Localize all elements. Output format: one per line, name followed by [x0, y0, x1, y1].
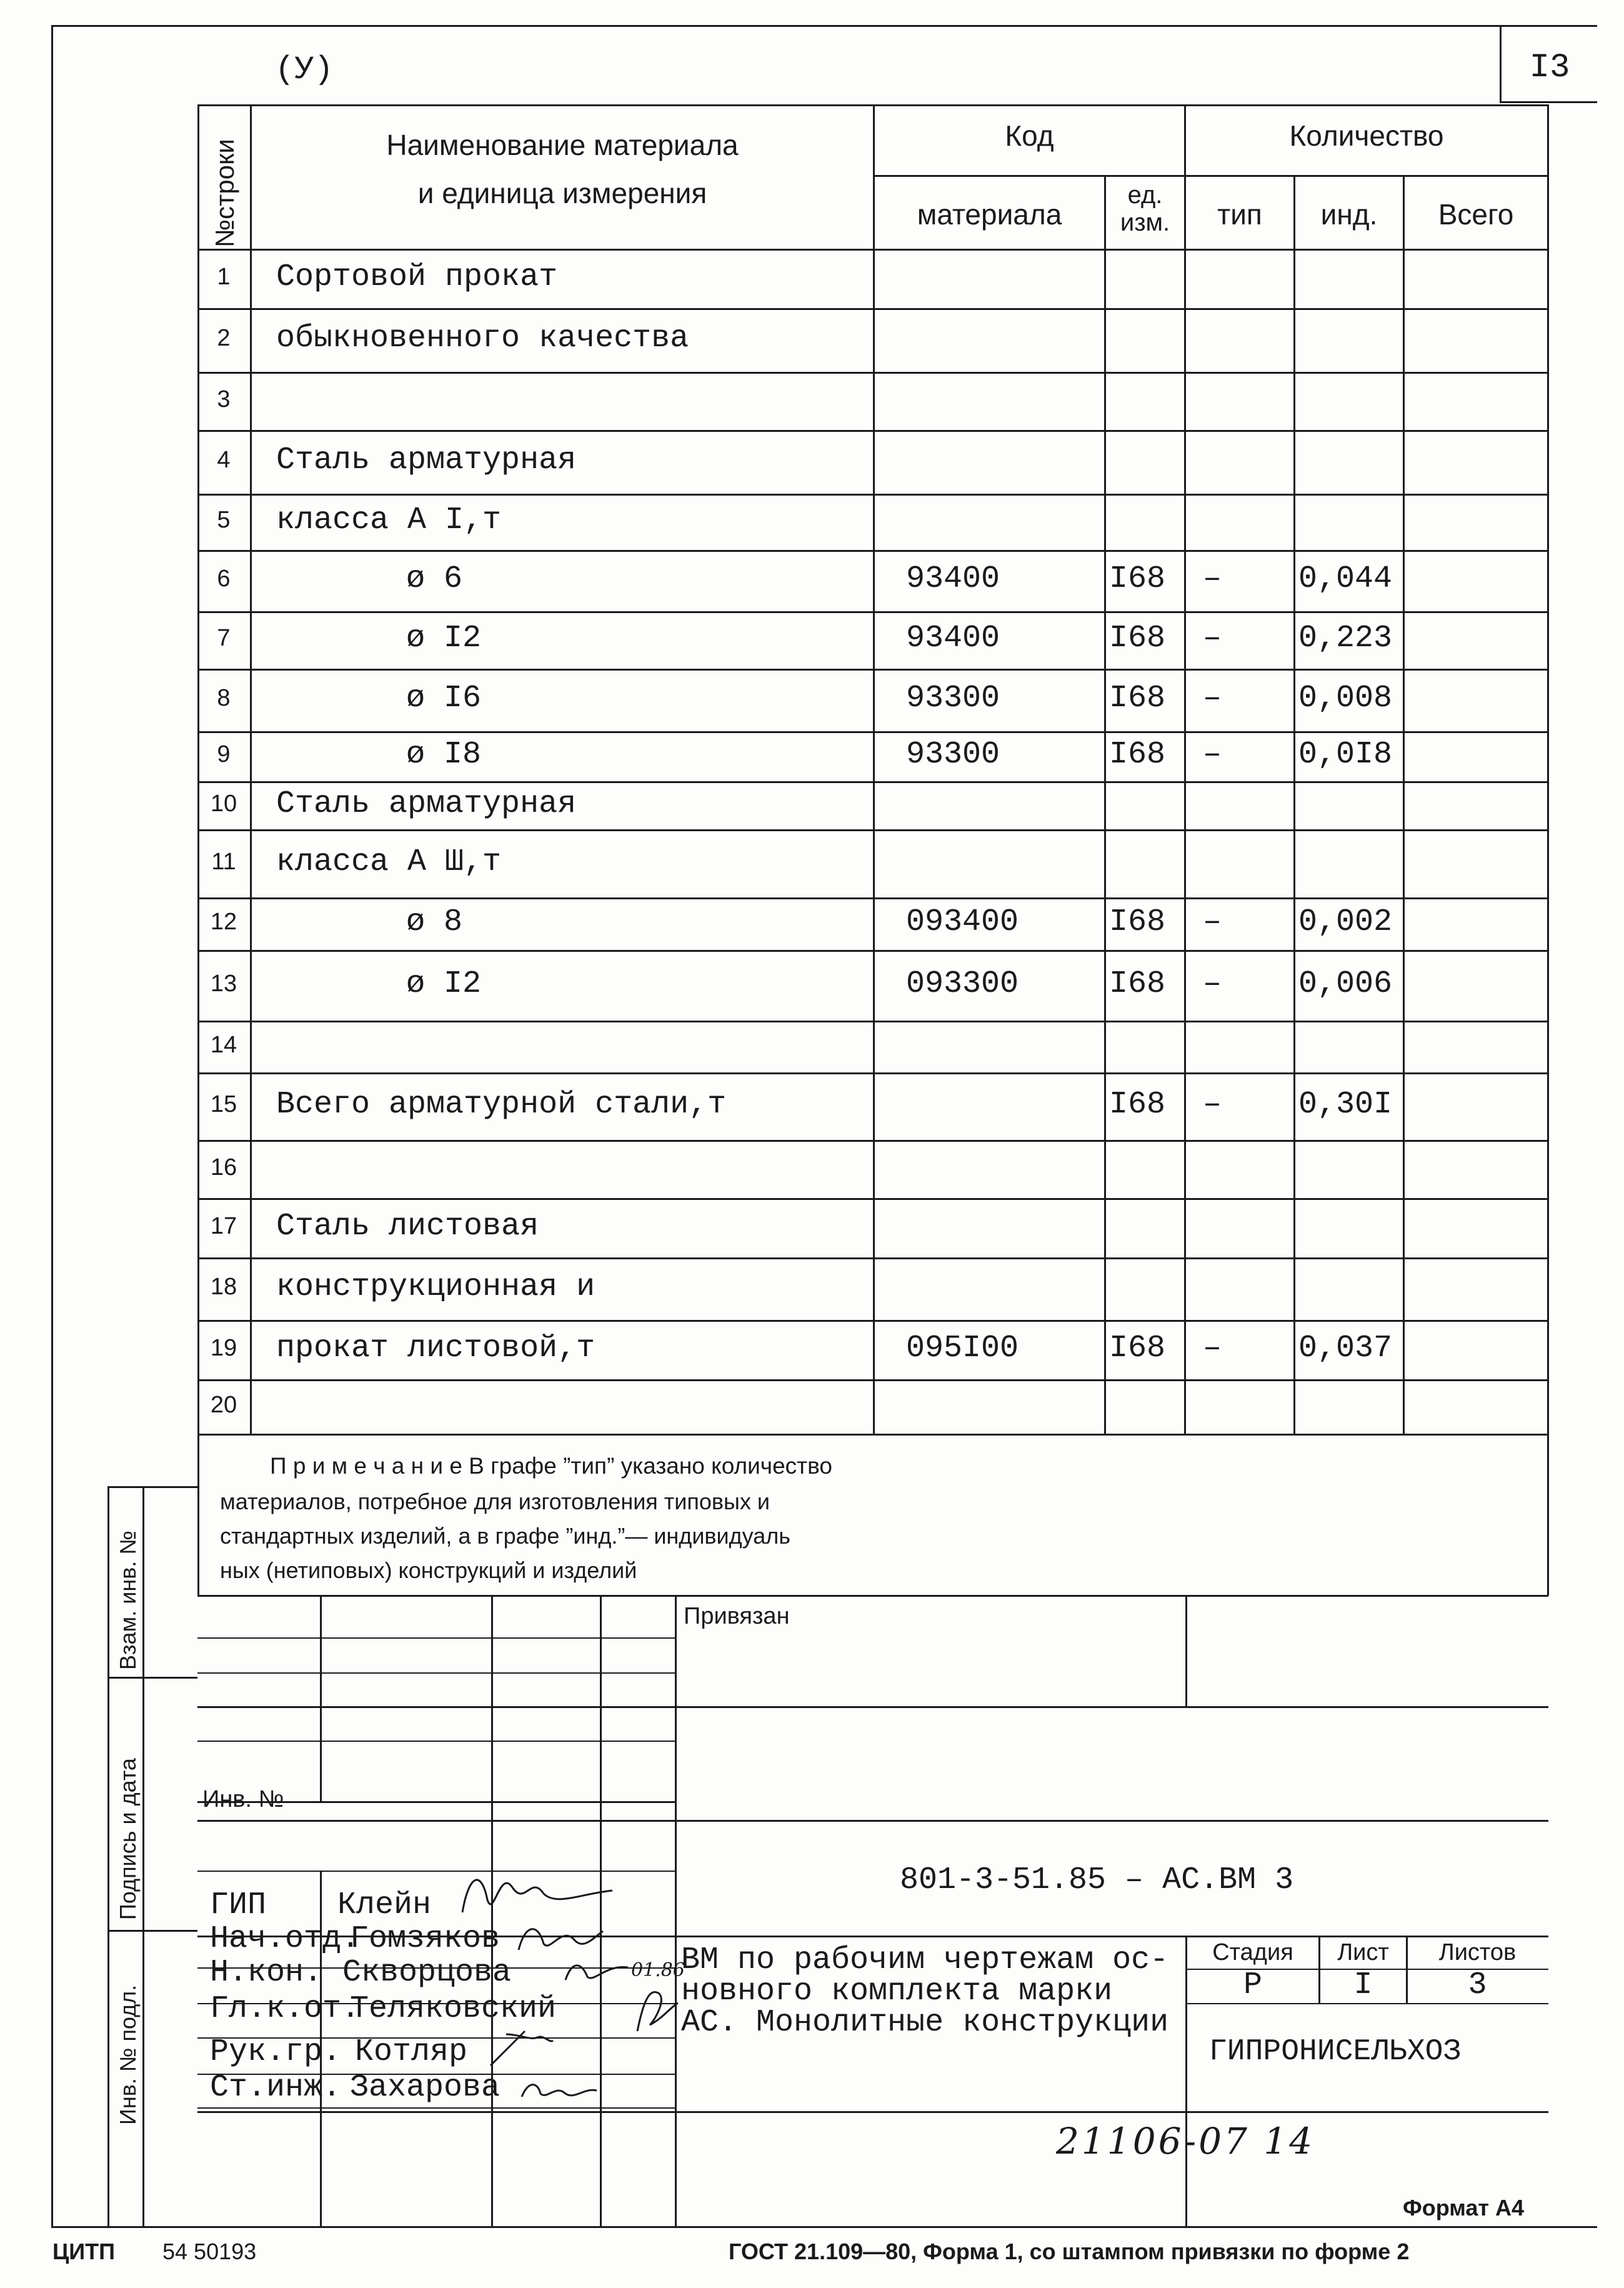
footer-code: 54 50193 [162, 2239, 257, 2264]
row-number: 8 [217, 685, 231, 712]
doc-title-line1: ВМ по рабочим чертежам ос- [681, 1942, 1169, 1978]
role-nach-otd: Нач.отд. [210, 1921, 361, 1957]
stamp-row-6 [197, 1820, 1548, 1822]
row-code: 93300 [906, 737, 1000, 772]
col-line-ind [1293, 175, 1295, 1434]
row-ind: 0,223 [1298, 621, 1393, 656]
signature-kotlyar [487, 2028, 556, 2069]
row-separator [197, 372, 1548, 374]
row-number: 18 [210, 1274, 237, 1301]
row-unit: I68 [1109, 1087, 1166, 1122]
side-label-inv-podl: Инв. № подл. [115, 1984, 141, 2125]
sheet-letter: (У) [275, 51, 334, 88]
row-name: класса А Ш,т [276, 844, 502, 880]
sheet-value: I [1353, 1967, 1373, 2003]
sheets-label: Листов [1438, 1939, 1517, 1966]
handwritten-number: 21106-07 14 [1056, 2120, 1315, 2162]
row-name: Сталь арматурная [276, 786, 577, 822]
row-separator [197, 669, 1548, 671]
row-type: – [1203, 1087, 1222, 1122]
side-label-vzam: Взам. инв. № [115, 1530, 141, 1670]
col-line-qty [1184, 104, 1186, 1434]
note-line-3: стандартных изделий, а в графе ”инд.”— индивидуаль [220, 1523, 791, 1549]
stamp-row-4 [197, 1741, 675, 1742]
header-name-line1: Наименование материала [386, 129, 739, 161]
note-line-2: материалов, потребное для изготовления типовых и [220, 1489, 770, 1514]
row-separator [197, 1021, 1548, 1022]
signature-klein [456, 1862, 619, 1919]
doc-title-line3: АС. Монолитные конструкции [681, 2005, 1169, 2041]
stamp-row-10 [1185, 2003, 1548, 2004]
role-st-inzh: Ст.инж. [210, 2070, 342, 2106]
row-name: ø 6 [406, 561, 463, 597]
row-number: 13 [210, 970, 237, 997]
header-mid-line [873, 175, 1548, 177]
row-name: ø 8 [406, 904, 463, 940]
row-code: 93400 [906, 621, 1000, 656]
row-number: 3 [217, 386, 231, 412]
frame-left-border [51, 25, 53, 2228]
row-type: – [1203, 1330, 1222, 1366]
table-right-line [1547, 104, 1549, 1596]
row-number: 4 [217, 447, 231, 474]
header-qty-type: тип [1217, 198, 1262, 231]
page-number: I3 [1529, 49, 1570, 87]
stamp-privyazan: Привязан [684, 1603, 790, 1629]
row-unit: I68 [1109, 621, 1166, 656]
sheets-value: 3 [1468, 1967, 1487, 2003]
footer-gost: ГОСТ 21.109—80, Форма 1, со штампом привязки по форме 2 [729, 2239, 1410, 2264]
row-code: 93300 [906, 681, 1000, 716]
row-separator [197, 1198, 1548, 1200]
row-separator [197, 494, 1548, 496]
row-name: конструкционная и [276, 1269, 595, 1305]
organization: ГИПРОНИСЕЛЬХОЗ [1209, 2035, 1462, 2069]
row-number: 19 [210, 1334, 237, 1361]
side-strip-sep-2 [107, 1930, 197, 1932]
stamp-col-a [320, 1595, 322, 1803]
row-number: 17 [210, 1212, 237, 1239]
header-code-unit: ед. изм. [1120, 181, 1170, 236]
row-ind: 0,002 [1298, 904, 1393, 940]
signature-gomzyakov [512, 1919, 606, 1956]
row-separator [197, 1140, 1548, 1142]
row-separator [197, 308, 1548, 310]
header-qty-total: Всего [1438, 198, 1514, 231]
row-unit: I68 [1109, 681, 1166, 716]
col-line-unit [1104, 175, 1106, 1434]
row-separator [197, 430, 1548, 432]
row-name: ø I2 [406, 966, 482, 1002]
row-code: 93400 [906, 561, 1000, 597]
row-ind: 0,037 [1298, 1330, 1393, 1366]
row-name: Сортовой прокат [276, 259, 558, 295]
name-ruk-gr: Котляр [355, 2034, 468, 2070]
header-code: Код [1005, 119, 1054, 152]
row-name: Всего арматурной стали,т [276, 1087, 727, 1122]
side-strip-left [107, 1486, 109, 2228]
row-unit: I68 [1109, 966, 1166, 1002]
name-nach-otd: Гомзяков [350, 1921, 501, 1957]
row-code: 095I00 [906, 1330, 1019, 1366]
row-separator [197, 1072, 1548, 1074]
name-n-kon: Скворцова [342, 1955, 512, 1991]
row-number: 1 [217, 263, 231, 290]
row-unit: I68 [1109, 904, 1166, 940]
row-ind: 0,008 [1298, 681, 1393, 716]
row-separator [197, 611, 1548, 613]
frame-bottom-border [51, 2226, 1597, 2228]
row-name: ø I8 [406, 737, 482, 772]
stamp-col-e [1185, 1595, 1187, 1707]
name-st-inzh: Захарова [350, 2070, 501, 2106]
sheet-label: Лист [1337, 1939, 1389, 1966]
row-name: ø I2 [406, 621, 482, 656]
row-separator [197, 731, 1548, 733]
col-line-code [873, 104, 875, 1434]
col-line-total [1403, 175, 1405, 1434]
header-row-no: №строки [210, 139, 239, 247]
footer-left: ЦИТП [52, 2239, 116, 2264]
signature-skvortsova [562, 1955, 631, 1986]
row-number: 7 [217, 625, 231, 652]
col-line-name [250, 104, 252, 1434]
row-type: – [1203, 681, 1222, 716]
row-type: – [1203, 737, 1222, 772]
row-separator [197, 1257, 1548, 1259]
stage-value: Р [1243, 1967, 1262, 2003]
row-name: ø I6 [406, 681, 482, 716]
row-separator [197, 781, 1548, 783]
row-separator [197, 1320, 1548, 1322]
row-number: 11 [211, 848, 236, 875]
row-name: Сталь листовая [276, 1208, 539, 1244]
row-number: 16 [210, 1154, 237, 1181]
row-number: 9 [217, 741, 231, 768]
row-number: 5 [217, 507, 231, 534]
row-number: 14 [210, 1031, 237, 1058]
row-separator [197, 897, 1548, 899]
row-number: 15 [210, 1091, 237, 1118]
row-unit: I68 [1109, 737, 1166, 772]
row-name: Сталь арматурная [276, 442, 577, 478]
header-qty-ind: инд. [1320, 198, 1378, 231]
row-ind: 0,0I8 [1298, 737, 1393, 772]
stamp-top-line [197, 1595, 1548, 1597]
stamp-col-d [675, 1595, 677, 2228]
stamp-date-handwritten: 01.86 [631, 1959, 685, 1981]
row-name: обыкновенного качества [276, 321, 689, 356]
row-name: прокат листовой,т [276, 1330, 595, 1366]
table-bottom-line [197, 1434, 1548, 1436]
side-strip-sep-1 [107, 1677, 197, 1679]
note-line-1: П р и м е ч а н и е В графе ”тип” указано количество [270, 1453, 832, 1479]
role-n-kon: Н.кон. [210, 1955, 323, 1991]
row-number: 20 [210, 1391, 237, 1418]
stamp-inv-no: Инв. № [202, 1786, 284, 1812]
row-separator [197, 1379, 1548, 1381]
row-code: 093400 [906, 904, 1019, 940]
header-name-line2: и единица измерения [417, 177, 707, 209]
name-gip: Клейн [337, 1887, 432, 1923]
stamp-row-8 [675, 1936, 1548, 1937]
role-gl-k-ot: Гл.к.от. [210, 1991, 361, 2027]
row-separator [197, 550, 1548, 552]
stamp-row-3 [197, 1706, 1548, 1708]
signature-zakharova [519, 2075, 600, 2103]
row-type: – [1203, 621, 1222, 656]
header-quantity: Количество [1289, 119, 1444, 152]
frame-top-border [51, 25, 1597, 27]
stamp-row-1 [197, 1637, 675, 1639]
doc-title-line2: новного комплекта марки [681, 1974, 1113, 2009]
note-line-4: ных (нетиповых) конструкций и изделий [220, 1557, 637, 1583]
side-strip-top [107, 1486, 197, 1488]
header-code-material: материала [917, 198, 1062, 231]
row-separator [197, 950, 1548, 952]
stamp-bottom-line [197, 2111, 1548, 2113]
row-code: 093300 [906, 966, 1019, 1002]
stamp-row-16 [197, 2107, 675, 2109]
row-ind: 0,006 [1298, 966, 1393, 1002]
row-ind: 0,044 [1298, 561, 1393, 597]
row-ind: 0,30I [1298, 1087, 1393, 1122]
side-strip-divider [142, 1486, 144, 2228]
row-type: – [1203, 966, 1222, 1002]
page-number-box-left [1500, 25, 1502, 103]
row-number: 12 [210, 909, 237, 936]
row-unit: I68 [1109, 561, 1166, 597]
row-unit: I68 [1109, 1330, 1166, 1366]
stamp-row-2 [197, 1672, 675, 1674]
signature-telyakovsky [631, 1981, 681, 2037]
side-label-podpis: Подпись и дата [115, 1758, 141, 1920]
role-ruk-gr: Рук.гр. [210, 2034, 342, 2070]
row-number: 10 [210, 790, 237, 817]
row-separator [197, 829, 1548, 831]
row-name: класса А I,т [276, 502, 502, 538]
row-number: 6 [217, 566, 231, 592]
row-type: – [1203, 904, 1222, 940]
page-number-box-bottom [1500, 101, 1597, 103]
row-type: – [1203, 561, 1222, 597]
role-gip: ГИП [210, 1887, 267, 1923]
format-label: Формат А4 [1403, 2195, 1525, 2221]
stage-label: Стадия [1212, 1939, 1293, 1966]
name-gl-k-ot: Теляковский [350, 1991, 557, 2027]
stamp-designation: 801-3-51.85 – АС.ВМ 3 [900, 1862, 1294, 1898]
row-number: 2 [217, 325, 231, 352]
